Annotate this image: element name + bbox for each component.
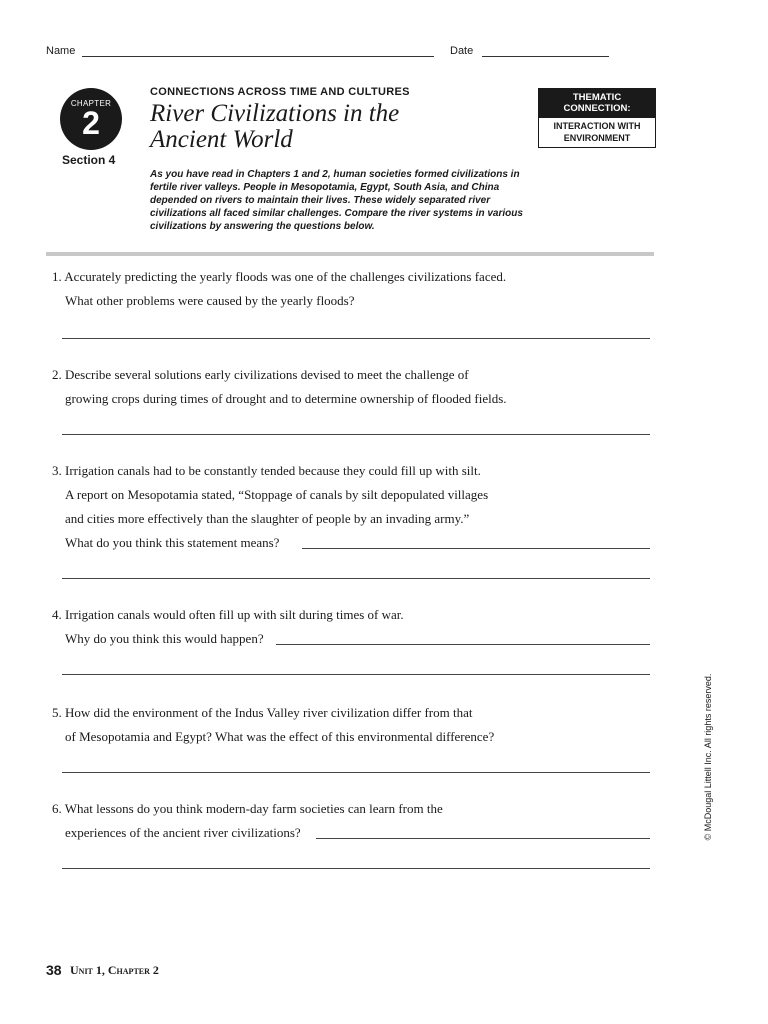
question-5-line: of Mesopotamia and Egypt? What was the effect of this environmental difference? [65, 729, 495, 744]
footer-unit-chapter: Unit 1, Chapter 2 [70, 963, 159, 977]
question-4-line: Why do you think this would happen? [65, 631, 264, 646]
answer-line[interactable] [276, 644, 650, 645]
answer-line[interactable] [62, 338, 650, 339]
page-number: 38 [46, 962, 62, 978]
question-1-line: What other problems were caused by the yearly floods? [65, 293, 355, 308]
question-3-line: 3. Irrigation canals had to be constantly tended because they could fill up with silt. [52, 463, 481, 478]
page-title-line: River Civilizations in the [150, 100, 400, 127]
question-2-line: growing crops during times of drought and to determine ownership of flooded fields. [65, 391, 507, 406]
page-title-line: Ancient World [150, 126, 293, 153]
question-1-line: 1. Accurately predicting the yearly floods was one of the challenges civilizations faced. [52, 269, 507, 284]
question-6-line: 6. What lessons do you think modern-day farm societies can learn from the [52, 801, 443, 816]
date-field[interactable] [482, 56, 609, 57]
intro-line: As you have read in Chapters 1 and 2, human societies formed civilizations in [150, 169, 520, 180]
answer-line[interactable] [62, 578, 650, 579]
page-title [150, 101, 399, 153]
question-3-line: A report on Mesopotamia stated, “Stoppage of canals by silt depopulated villages [65, 487, 489, 502]
answer-line[interactable] [62, 772, 650, 773]
section-divider [46, 252, 654, 256]
thematic-body-line: INTERACTION WITH [553, 121, 641, 131]
question-3-line: and cities more effectively than the slaughter of people by an invading army.” [65, 511, 470, 526]
question-2-line: 2. Describe several solutions early civilizations devised to meet the challenge of [52, 367, 469, 382]
chapter-label: CHAPTER [70, 99, 112, 108]
section-label: Section 4 [62, 153, 116, 167]
intro-paragraph [150, 168, 560, 233]
chapter-number: 2 [82, 105, 100, 141]
question-5-line: 5. How did the environment of the Indus Valley river civilization differ from that [52, 705, 473, 720]
intro-line: civilizations all faced similar challenges. Compare the river systems in various [150, 208, 523, 219]
intro-line: civilizations by answering the questions below. [150, 221, 375, 232]
intro-line: depended on rivers to maintain their lives. These widely separated river [150, 195, 491, 206]
thematic-heading: THEMATIC CONNECTION: [539, 89, 655, 118]
kicker: CONNECTIONS ACROSS TIME AND CULTURES [150, 86, 410, 98]
answer-line[interactable] [62, 868, 650, 869]
thematic-box [538, 88, 656, 148]
thematic-body-line: ENVIRONMENT [563, 133, 631, 143]
intro-line: fertile river valleys. People in Mesopotamia, Egypt, South Asia, and China [150, 182, 500, 193]
answer-line[interactable] [62, 434, 650, 435]
answer-line[interactable] [62, 674, 650, 675]
name-field[interactable] [82, 56, 434, 57]
question-6-line: experiences of the ancient river civilizations? [65, 825, 301, 840]
date-label: Date [450, 45, 474, 57]
copyright-notice: © McDougal Littell Inc. All rights reserved. [703, 673, 713, 841]
name-label: Name [46, 45, 76, 57]
chapter-badge [60, 88, 122, 150]
question-3-line: What do you think this statement means? [65, 535, 280, 550]
answer-line[interactable] [316, 838, 650, 839]
answer-line[interactable] [302, 548, 650, 549]
question-4-line: 4. Irrigation canals would often fill up with silt during times of war. [52, 607, 404, 622]
